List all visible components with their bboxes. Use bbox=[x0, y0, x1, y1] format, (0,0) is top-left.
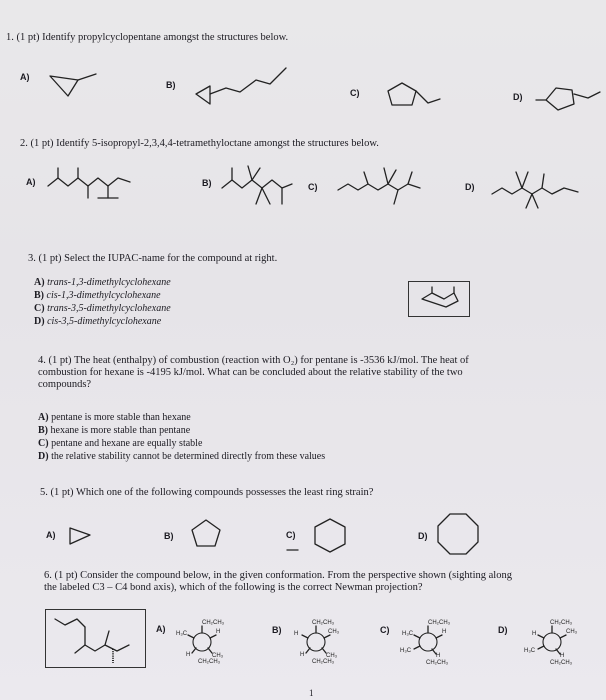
cyclopropane-icon bbox=[66, 524, 96, 548]
q3-choice-a[interactable]: A) trans-1,3-dimethylcyclohexane bbox=[34, 277, 171, 288]
svg-text:CH₂CH₃: CH₂CH₃ bbox=[202, 620, 225, 626]
q5-option-d[interactable]: D) bbox=[418, 531, 428, 541]
q4-prompt: 4. (1 pt) The heat (enthalpy) of combustion (reaction with O₂) for pentane is -3536 kJ/mol. The heat of combustion for hexane is -4195 kJ/mol. What can be concluded about the relative stability of the two compounds? bbox=[38, 355, 469, 390]
q6-structure-box bbox=[45, 609, 147, 669]
q6-option-d[interactable]: D) bbox=[498, 625, 508, 635]
svg-text:H: H bbox=[532, 631, 537, 637]
svg-text:H: H bbox=[216, 629, 221, 635]
svg-text:CH₂CH₃: CH₂CH₃ bbox=[426, 660, 449, 666]
q1-option-d[interactable]: D) bbox=[513, 92, 523, 102]
svg-text:CH₂CH₃: CH₂CH₃ bbox=[312, 659, 335, 665]
q1-structure-c bbox=[376, 75, 456, 115]
q2-prompt: 2. (1 pt) Identify 5-isopropyl-2,3,4,4-tetramethyloctane amongst the structures below. bbox=[20, 138, 379, 149]
q4-choice-d[interactable]: D) the relative stability cannot be determined directly from these values bbox=[38, 451, 326, 462]
svg-text:H₃C: H₃C bbox=[176, 631, 188, 637]
svg-text:CH₂CH₃: CH₂CH₃ bbox=[198, 659, 221, 665]
q2-structure-b bbox=[216, 158, 316, 214]
svg-text:CH₂CH₃: CH₂CH₃ bbox=[550, 660, 573, 666]
q5-prompt: 5. (1 pt) Which one of the following compounds possesses the least ring strain? bbox=[40, 487, 374, 498]
q2-option-d[interactable]: D) bbox=[465, 182, 475, 192]
svg-text:CH₃: CH₃ bbox=[328, 629, 340, 635]
svg-text:H₃C: H₃C bbox=[402, 631, 414, 637]
q2-option-a[interactable]: A) bbox=[26, 177, 36, 187]
q4-choice-c[interactable]: C) pentane and hexane are equally stable bbox=[38, 438, 203, 449]
svg-text:H: H bbox=[300, 652, 305, 658]
svg-text:CH₃: CH₃ bbox=[326, 653, 338, 659]
svg-text:H: H bbox=[560, 653, 565, 659]
svg-text:CH₂CH₃: CH₂CH₃ bbox=[312, 620, 335, 626]
svg-text:H: H bbox=[436, 653, 441, 659]
newman-projection-b bbox=[286, 616, 346, 670]
q4-choices bbox=[38, 411, 325, 463]
q4-choice-a[interactable]: A) pentane is more stable than hexane bbox=[38, 412, 191, 423]
cyclopentane-icon bbox=[190, 518, 224, 552]
q1-option-b[interactable]: B) bbox=[166, 80, 176, 90]
cyclohexane-icon bbox=[312, 517, 352, 557]
q4-choice-b[interactable]: B) hexane is more stable than pentane bbox=[38, 425, 191, 436]
newman-projection-a bbox=[172, 616, 232, 670]
q2-structure-c bbox=[334, 160, 454, 212]
svg-text:H: H bbox=[442, 629, 447, 635]
answer-mark bbox=[286, 548, 300, 552]
q5-option-a[interactable]: A) bbox=[46, 530, 56, 540]
q3-choice-d[interactable]: D) cis-3,5-dimethylcyclohexane bbox=[34, 316, 162, 327]
svg-text:CH₂CH₃: CH₂CH₃ bbox=[428, 620, 451, 626]
q1-structure-b bbox=[190, 60, 300, 110]
q6-option-c[interactable]: C) bbox=[380, 625, 390, 635]
svg-text:CH₃: CH₃ bbox=[566, 629, 578, 635]
q1-option-c[interactable]: C) bbox=[350, 88, 360, 98]
q6-option-b[interactable]: B) bbox=[272, 625, 282, 635]
svg-text:CH₃: CH₃ bbox=[212, 653, 224, 659]
page-number: 1 bbox=[309, 688, 314, 698]
svg-text:H₃C: H₃C bbox=[400, 648, 412, 654]
q3-chair-structure bbox=[408, 281, 470, 317]
q3-choice-b[interactable]: B) cis-1,3-dimethylcyclohexane bbox=[34, 290, 161, 301]
q1-structure-d bbox=[530, 78, 606, 118]
q1-prompt: 1. (1 pt) Identify propylcyclopentane amongst the structures below. bbox=[6, 32, 289, 43]
q5-option-b[interactable]: B) bbox=[164, 531, 174, 541]
cyclooctane-icon bbox=[432, 512, 484, 564]
q2-option-c[interactable]: C) bbox=[308, 182, 318, 192]
q6-prompt: 6. (1 pt) Consider the compound below, in the given conformation. From the perspective shown (sighting along the labeled C3 – C4 bond axis), which of the following is the correct Newman projection? bbox=[44, 570, 512, 593]
q3-choice-c[interactable]: C) trans-3,5-dimethylcyclohexane bbox=[34, 303, 171, 314]
q1-structure-a bbox=[38, 70, 108, 100]
svg-text:H₃C: H₃C bbox=[524, 648, 536, 654]
q1-option-a[interactable]: A) bbox=[20, 72, 30, 82]
q3-prompt: 3. (1 pt) Select the IUPAC-name for the compound at right. bbox=[28, 253, 278, 264]
q5-option-c[interactable]: C) bbox=[286, 530, 296, 540]
svg-text:H: H bbox=[186, 652, 191, 658]
q2-structure-d bbox=[486, 160, 606, 216]
q2-structure-a bbox=[44, 162, 154, 212]
q3-choices bbox=[34, 276, 171, 328]
newman-projection-c bbox=[396, 616, 458, 670]
q2-option-b[interactable]: B) bbox=[202, 178, 212, 188]
svg-text:H: H bbox=[294, 631, 299, 637]
newman-projection-d bbox=[520, 616, 584, 670]
svg-text:CH₂CH₃: CH₂CH₃ bbox=[550, 620, 573, 626]
q6-option-a[interactable]: A) bbox=[156, 624, 166, 634]
